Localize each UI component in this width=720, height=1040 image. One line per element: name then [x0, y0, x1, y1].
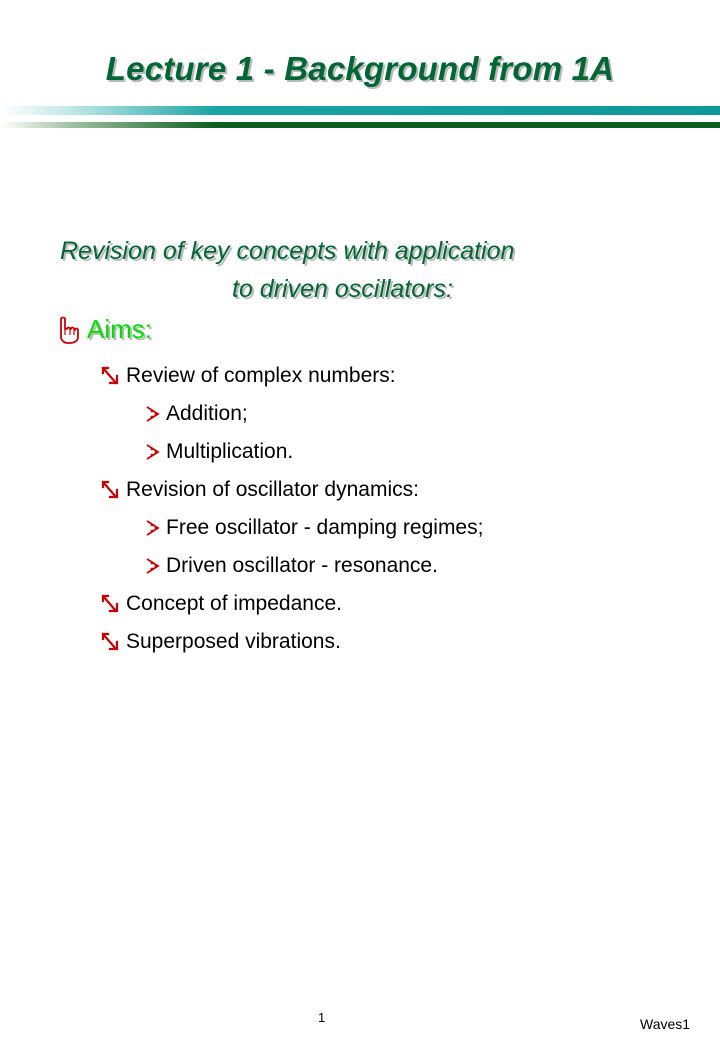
- title-rule-teal: [0, 106, 720, 115]
- subtitle-line-2: to driven oscillators:: [232, 275, 453, 303]
- list-item-free-oscillator: [144, 516, 483, 540]
- list-item-multiplication: [144, 440, 293, 464]
- title-rule-green: [0, 122, 720, 128]
- list-item-addition: [144, 402, 248, 426]
- list-item-text: Review of complex numbers:: [126, 364, 396, 387]
- check-arrow-icon: [100, 593, 120, 615]
- branch-arrow-icon: [144, 556, 164, 576]
- list-item-text: Addition;: [166, 402, 248, 425]
- pointing-hand-icon: [55, 315, 85, 345]
- list-item-impedance: [100, 592, 342, 616]
- check-arrow-icon: [100, 365, 120, 387]
- list-item-text: Revision of oscillator dynamics:: [126, 478, 419, 501]
- footer-label: Waves1: [640, 1016, 691, 1032]
- check-arrow-icon: [100, 631, 120, 653]
- list-item-text: Superposed vibrations.: [126, 630, 341, 653]
- list-item-text: Concept of impedance.: [126, 592, 342, 615]
- aims-label: Aims:: [87, 314, 152, 344]
- check-arrow-icon: [100, 479, 120, 501]
- list-item-text: Multiplication.: [166, 440, 294, 463]
- branch-arrow-icon: [144, 442, 164, 462]
- list-item-text: Driven oscillator - resonance.: [166, 554, 438, 577]
- subtitle-line-1: Revision of key concepts with application: [60, 237, 515, 265]
- slide-subtitle: [60, 232, 680, 308]
- list-item-complex-numbers: [100, 364, 396, 388]
- branch-arrow-icon: [144, 518, 164, 538]
- aims-heading: [55, 314, 152, 345]
- list-item-text: Free oscillator - damping regimes;: [166, 516, 484, 539]
- branch-arrow-icon: [144, 404, 164, 424]
- page-number: 1: [318, 1010, 326, 1025]
- list-item-superposed-vibrations: [100, 630, 341, 654]
- list-item-driven-oscillator: [144, 554, 438, 578]
- slide-title: Lecture 1 - Background from 1A: [105, 50, 615, 87]
- list-item-oscillator-dynamics: [100, 478, 419, 502]
